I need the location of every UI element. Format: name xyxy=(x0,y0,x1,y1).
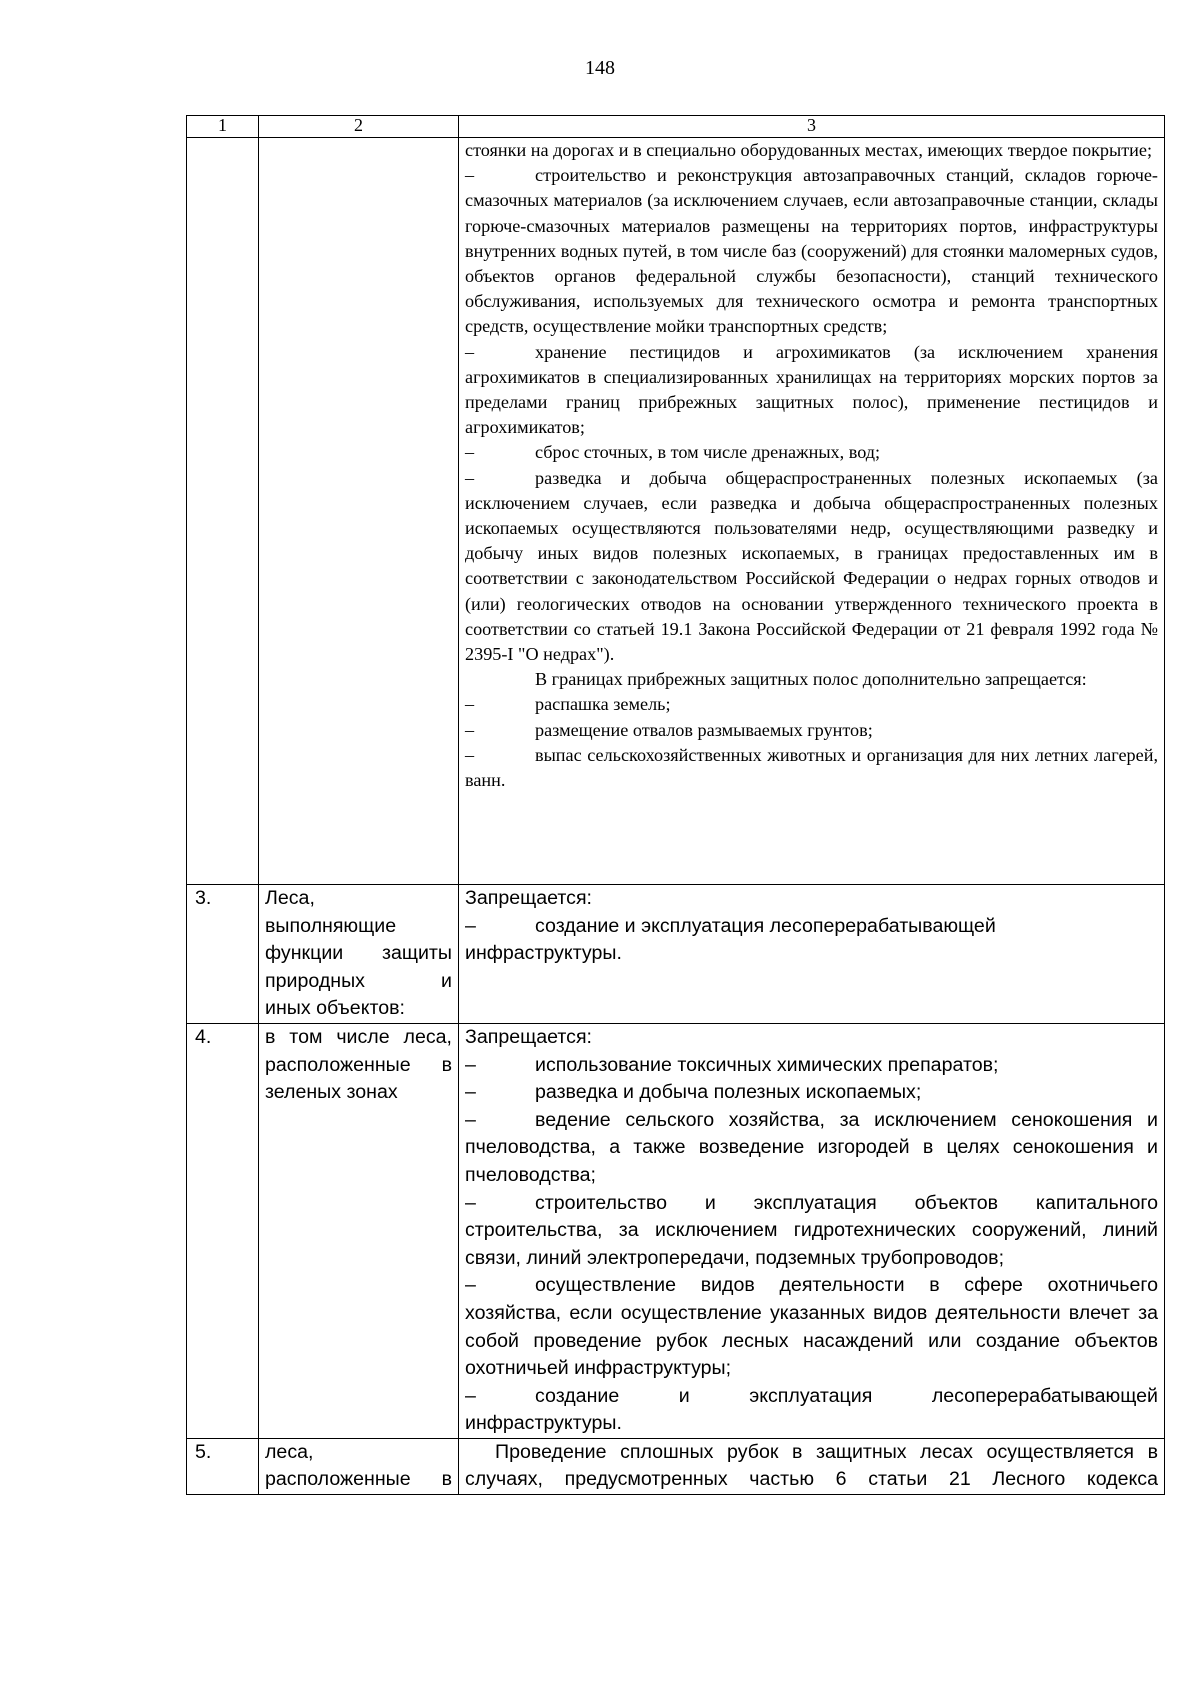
object-line: функции защиты xyxy=(265,942,452,965)
object-line: Леса, xyxy=(265,887,315,909)
object-line: расположенные в xyxy=(265,1468,452,1491)
list-item: – создание и эксплуатация лесоперерабатывающей инфраструктуры. xyxy=(465,1384,1158,1435)
object-line: в том числе леса, xyxy=(265,1025,452,1048)
object-line: зеленых зонах xyxy=(265,1081,398,1104)
table-row-5 xyxy=(187,1438,1165,1494)
list-item: – создание и эксплуатация лесоперерабатывающей инфраструктуры. xyxy=(465,914,996,965)
object-line: природных и xyxy=(265,969,452,992)
list-item: – осуществление видов деятельности в сфере охотничьего хозяйства, если осуществление указанных видов деятельности влечет за собой проведение рубок лесных насаждений или создание объектов охотничьей инфраструктуры; xyxy=(465,1274,1158,1380)
column-header-3: 3 xyxy=(459,116,1165,138)
list-item: – ведение сельского хозяйства, за исключением сенокошения и пчеловодства, а также возведение изгородей в целях сенокошения и пчеловодства; xyxy=(465,1108,1158,1186)
column-header-1: 1 xyxy=(187,116,259,138)
table-row-continued xyxy=(187,138,1165,885)
list-item: – выпас сельскохозяйственных животных и организация для них летних лагерей, ванн. xyxy=(465,744,1158,791)
list-item: – строительство и реконструкция автозаправочных станций, складов горюче-смазочных материалов (за исключением случаев, если автозаправочные станции, склады горюче-смазочных материалов размещены на территориях портов, инфраструктуры внутренних водных путей, в том числе баз (сооружений) для стоянки маломерных судов, объектов органов федеральной службы безопасности), станций технического обслуживания, используемых для технического осмотра и ремонта транспортных средств, осуществление мойки транспортных средств; xyxy=(465,165,1158,337)
list-item: – использование токсичных химических препаратов; xyxy=(465,1053,999,1076)
cell-restrictions-continued xyxy=(459,138,1165,885)
list-item: – разведка и добыча общераспространенных полезных ископаемых (за исключением случаев, если разведка и добыча общераспространенных полезных ископаемых осуществляются пользователями недр, осуществляющими разведку и добычу иных видов полезных ископаемых, в границах предоставленных им в соответствии с законодательством Российской Федерации о недрах горных отводов и (или) геологических отводов на основании утвержденного технического проекта в соответствии со статьей 19.1 Закона Российской Федерации от 21 февраля 1992 года № 2395-I "О недрах"). xyxy=(465,467,1158,665)
object-line: леса, xyxy=(265,1440,314,1463)
restriction-intro: Запрещается: xyxy=(465,887,593,909)
cell-restrictions xyxy=(459,1023,1165,1438)
cell-row-number: 5. xyxy=(187,1438,259,1494)
cell-num-empty xyxy=(187,138,259,885)
cell-restrictions xyxy=(459,885,1165,1024)
cell-object-empty xyxy=(259,138,459,885)
cell-object-name xyxy=(259,885,459,1024)
text-paragraph: стоянки на дорогах и в специально оборудованных местах, имеющих твердое покрытие; xyxy=(465,140,1153,160)
cell-object-name xyxy=(259,1023,459,1438)
restrictions-table xyxy=(186,115,1165,1495)
list-item: – размещение отвалов размываемых грунтов; xyxy=(465,719,873,740)
cell-object-name xyxy=(259,1438,459,1494)
restriction-intro: Запрещается: xyxy=(465,1025,593,1048)
cell-row-number: 4. xyxy=(187,1023,259,1438)
text-paragraph: В границах прибрежных защитных полос дополнительно запрещается: xyxy=(535,669,1087,690)
text-paragraph: Проведение сплошных рубок в защитных лесах осуществляется в случаях, предусмотренных частью 6 статьи 21 Лесного кодекса xyxy=(465,1440,1158,1491)
page-number: 148 xyxy=(585,57,615,79)
list-item: – распашка земель; xyxy=(465,694,671,715)
table-row-4 xyxy=(187,1023,1165,1438)
list-item: – разведка и добыча полезных ископаемых; xyxy=(465,1081,922,1104)
list-item: – хранение пестицидов и агрохимикатов (за исключением хранения агрохимикатов в специализированных хранилищах на территориях морских портов за пределами границ прибрежных защитных полос), применение пестицидов и агрохимикатов; xyxy=(465,341,1158,438)
list-item: – строительство и эксплуатация объектов капитального строительства, за исключением гидротехнических сооружений, линий связи, линий электропередачи, подземных трубопроводов; xyxy=(465,1191,1158,1269)
table-header-row xyxy=(187,116,1165,138)
column-header-2: 2 xyxy=(259,116,459,138)
cell-row-number: 3. xyxy=(187,885,259,1024)
table-row-3 xyxy=(187,885,1165,1024)
object-line: иных объектов: xyxy=(265,997,405,1020)
cell-restrictions xyxy=(459,1438,1165,1494)
list-item: – сброс сточных, в том числе дренажных, вод; xyxy=(465,442,881,463)
object-line: выполняющие xyxy=(265,914,397,937)
object-line: расположенные в xyxy=(265,1053,452,1076)
